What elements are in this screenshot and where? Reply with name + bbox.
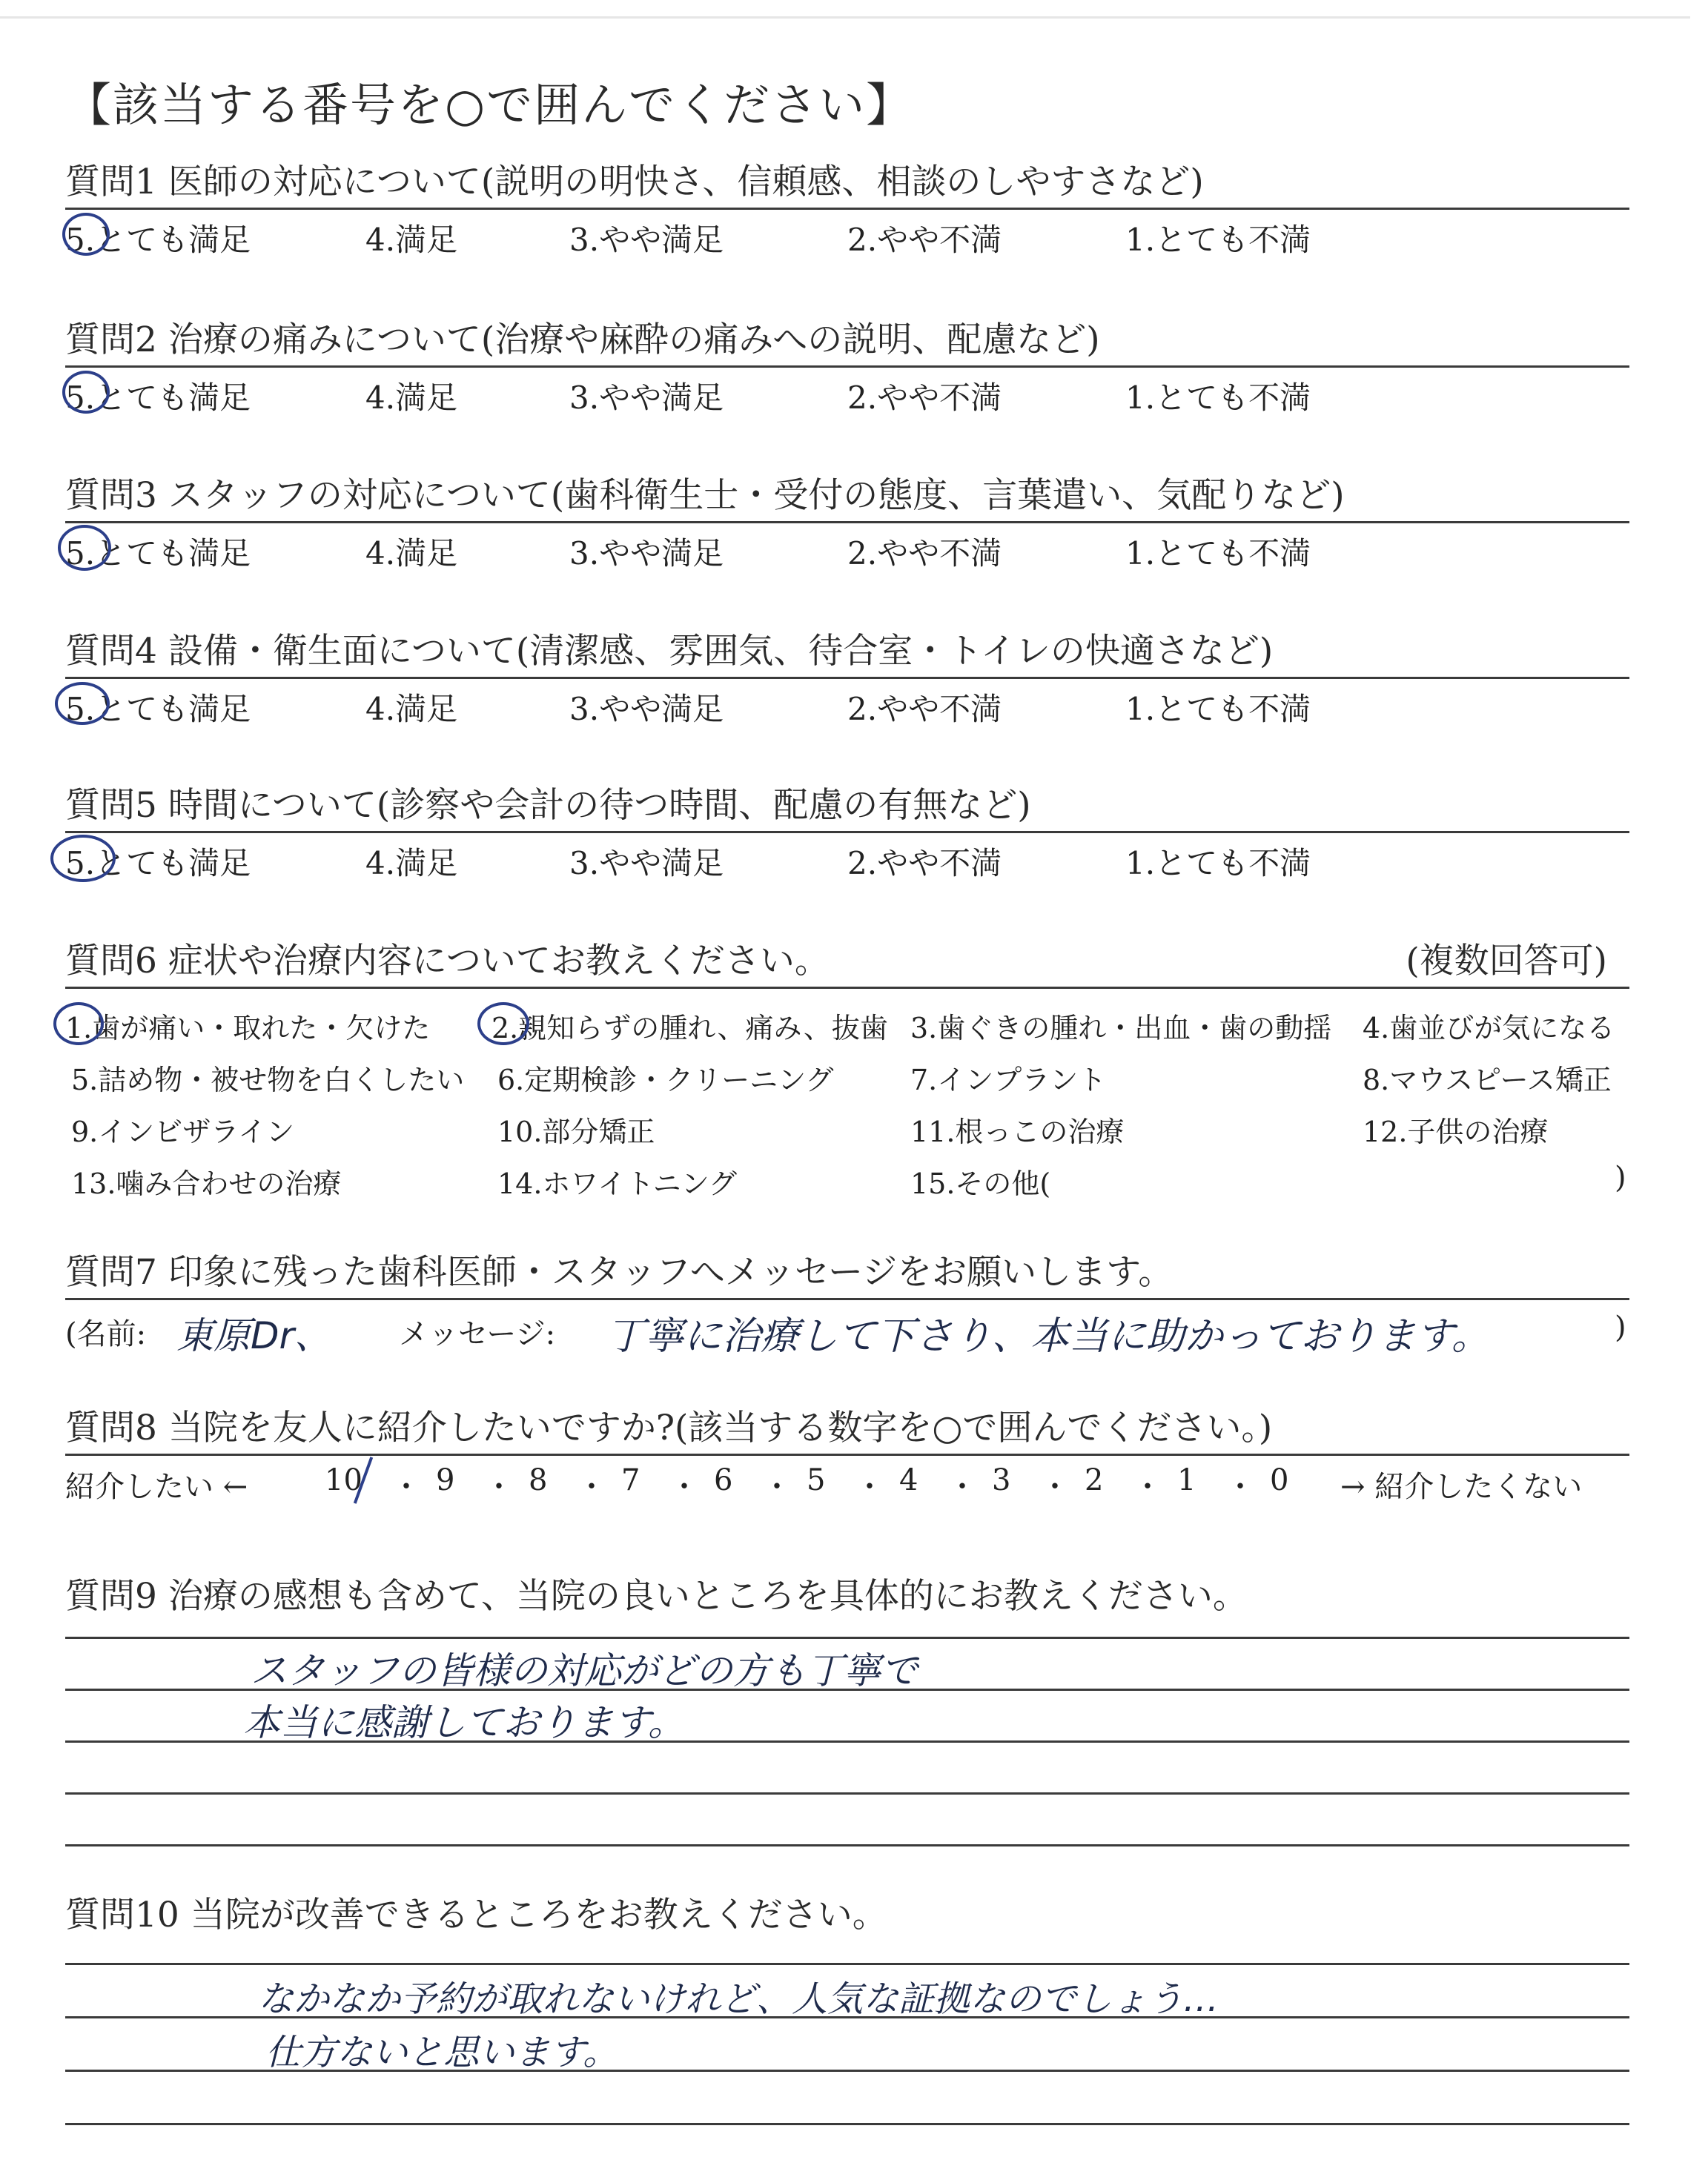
option-4[interactable]: 4.満足 <box>365 845 458 881</box>
option-2[interactable]: 2.やや不満 <box>847 380 1002 416</box>
selection-circle <box>62 213 110 256</box>
question-10-title: 質問10 当院が改善できるところをお教えください。 <box>65 1895 887 1935</box>
option-5[interactable]: 5.とても満足 <box>65 845 251 881</box>
option-2[interactable]: 2.やや不満 <box>847 845 1002 881</box>
question-7-title: 質問7 印象に残った歯科医師・スタッフへメッセージをお願いします。 <box>65 1252 1174 1293</box>
question-3 <box>65 471 1629 572</box>
option-3[interactable]: 3.やや満足 <box>569 380 724 416</box>
answer-text-1[interactable]: なかなか予約が取れないけれど、人気な証拠なのでしょう… <box>258 1978 1219 2020</box>
scale-10[interactable]: 10 <box>325 1463 363 1497</box>
question-4-options <box>65 679 1629 728</box>
scale-dot: ・ <box>1040 1470 1070 1504</box>
scale-dot: ・ <box>577 1470 606 1504</box>
option-12[interactable]: 12.子供の治療 <box>1363 1116 1549 1148</box>
question-7-message-row <box>65 1300 1629 1359</box>
question-7 <box>65 1248 1629 1359</box>
option-14[interactable]: 14.ホワイトニング <box>497 1167 738 1200</box>
scale-8[interactable]: 8 <box>529 1463 548 1497</box>
option-2[interactable]: 2.やや不満 <box>847 535 1002 572</box>
scale-dot: ・ <box>762 1470 792 1504</box>
scale-7[interactable]: 7 <box>621 1463 640 1497</box>
page-header: 【該当する番号を○で囲んでください】 <box>65 78 914 132</box>
option-1[interactable]: 1.とても不満 <box>1125 535 1311 572</box>
scale-5[interactable]: 5 <box>807 1463 826 1497</box>
question-8 <box>65 1403 1629 1508</box>
answer-text-2[interactable]: 仕方ないと思います。 <box>265 2032 619 2073</box>
answer-text-2[interactable]: 本当に感謝しております。 <box>243 1701 685 1744</box>
option-4[interactable]: 4.満足 <box>365 535 458 572</box>
selection-circle <box>53 1002 104 1045</box>
question-6-note: (複数回答可) <box>1406 941 1607 981</box>
question-5 <box>65 781 1629 882</box>
option-2[interactable]: 2.親知らずの腫れ、痛み、抜歯 <box>491 1012 888 1044</box>
option-5[interactable]: 5.とても満足 <box>65 222 251 258</box>
option-9[interactable]: 9.インビザライン <box>71 1116 295 1148</box>
option-4[interactable]: 4.満足 <box>365 691 458 727</box>
selection-circle <box>58 525 111 571</box>
scale-dot: ・ <box>484 1470 514 1504</box>
scale-0[interactable]: 0 <box>1270 1463 1289 1497</box>
option-1[interactable]: 1.とても不満 <box>1125 691 1311 727</box>
option-5[interactable]: 5.とても満足 <box>65 535 251 572</box>
question-5-title: 質問5 時間について(診察や会計の待つ時間、配慮の有無など) <box>65 785 1031 826</box>
option-15[interactable]: 15.その他( <box>910 1167 1051 1200</box>
recommend-scale <box>65 1456 1629 1508</box>
name-label: (名前: <box>65 1317 147 1351</box>
scale-left-label: 紹介したい ← <box>65 1470 248 1504</box>
question-6 <box>65 936 1629 1200</box>
option-3[interactable]: 3.やや満足 <box>569 535 724 572</box>
option-4[interactable]: 4.歯並びが気になる <box>1363 1012 1615 1044</box>
option-8[interactable]: 8.マウスピース矯正 <box>1363 1064 1612 1096</box>
scale-right-label: → 紹介したくない <box>1340 1470 1583 1504</box>
scale-2[interactable]: 2 <box>1085 1463 1104 1497</box>
top-divider <box>0 16 1690 19</box>
option-5[interactable]: 5.詰め物・被せ物を白くしたい <box>71 1064 465 1096</box>
question-1-options <box>65 210 1629 259</box>
close-paren: ) <box>1615 1311 1626 1345</box>
question-2 <box>65 315 1629 417</box>
question-2-title: 質問2 治療の痛みについて(治療や麻酔の痛みへの説明、配慮など) <box>65 319 1100 360</box>
option-2[interactable]: 2.やや不満 <box>847 222 1002 258</box>
answer-line <box>65 1637 1629 1639</box>
scale-dot: ・ <box>1133 1470 1162 1504</box>
scale-dot: ・ <box>1225 1470 1255 1504</box>
option-4[interactable]: 4.満足 <box>365 380 458 416</box>
option-3[interactable]: 3.やや満足 <box>569 845 724 881</box>
question-8-title: 質問8 当院を友人に紹介したいですか?(該当する数字を○で囲んでください。) <box>65 1408 1273 1448</box>
answer-line <box>65 1963 1629 1965</box>
message-label: メッセージ: <box>399 1317 556 1351</box>
question-9-title: 質問9 治療の感想も含めて、当院の良いところを具体的にお教えください。 <box>65 1576 1248 1617</box>
option-4[interactable]: 4.満足 <box>365 222 458 258</box>
scale-dot: ・ <box>669 1470 699 1504</box>
close-paren: ) <box>1615 1161 1626 1195</box>
question-10 <box>65 1890 1629 2163</box>
scale-9[interactable]: 9 <box>436 1463 455 1497</box>
scale-6[interactable]: 6 <box>714 1463 733 1497</box>
scale-4[interactable]: 4 <box>899 1463 918 1497</box>
message-value[interactable]: 丁寧に治療して下さり、本当に助かっております。 <box>606 1314 1490 1359</box>
scale-dot: ・ <box>391 1470 421 1504</box>
question-9 <box>65 1571 1629 1904</box>
option-1[interactable]: 1.とても不満 <box>1125 222 1311 258</box>
option-7[interactable]: 7.インプラント <box>910 1064 1107 1096</box>
selection-circle <box>50 835 116 882</box>
question-3-options <box>65 523 1629 572</box>
question-4 <box>65 626 1629 728</box>
option-3[interactable]: 3.歯ぐきの腫れ・出血・歯の動揺 <box>910 1012 1332 1044</box>
option-3[interactable]: 3.やや満足 <box>569 691 724 727</box>
scale-1[interactable]: 1 <box>1177 1463 1196 1497</box>
selection-circle <box>62 371 110 414</box>
answer-text-1[interactable]: スタッフの皆様の対応がどの方も丁寧で <box>251 1649 918 1692</box>
option-1[interactable]: 1.とても不満 <box>1125 845 1311 881</box>
question-6-options <box>65 989 1629 1200</box>
option-1[interactable]: 1.歯が痛い・取れた・欠けた <box>65 1012 431 1044</box>
scale-dot: ・ <box>947 1470 977 1504</box>
question-1 <box>65 157 1629 259</box>
scale-dot: ・ <box>855 1470 884 1504</box>
answer-line <box>65 2123 1629 2125</box>
option-5[interactable]: 5.とても満足 <box>65 691 251 727</box>
question-6-title <box>65 936 1629 987</box>
option-5[interactable]: 5.とても満足 <box>65 380 251 416</box>
question-1-title: 質問1 医師の対応について(説明の明快さ、信頼感、相談のしやすさなど) <box>65 162 1204 202</box>
answer-lines <box>65 1622 1629 1904</box>
question-6-title-text: 質問6 症状や治療内容についてお教えください。 <box>65 941 830 981</box>
selection-circle <box>55 682 110 725</box>
answer-lines <box>65 1941 1629 2163</box>
option-3[interactable]: 3.やや満足 <box>569 222 724 258</box>
option-2[interactable]: 2.やや不満 <box>847 691 1002 727</box>
answer-line <box>65 1792 1629 1795</box>
option-1[interactable]: 1.とても不満 <box>1125 380 1311 416</box>
option-11[interactable]: 11.根っこの治療 <box>910 1116 1125 1148</box>
option-13[interactable]: 13.噛み合わせの治療 <box>71 1167 342 1200</box>
question-4-title: 質問4 設備・衛生面について(清潔感、雰囲気、待合室・トイレの快適さなど) <box>65 631 1274 672</box>
question-2-options <box>65 368 1629 417</box>
selection-circle <box>477 1002 529 1045</box>
question-3-title: 質問3 スタッフの対応について(歯科衛生士・受付の態度、言葉遣い、気配りなど) <box>65 475 1345 516</box>
question-5-options <box>65 833 1629 882</box>
option-6[interactable]: 6.定期検診・クリーニング <box>497 1064 834 1096</box>
scale-3[interactable]: 3 <box>992 1463 1011 1497</box>
option-10[interactable]: 10.部分矯正 <box>497 1116 655 1148</box>
name-value[interactable]: 東原Dr、 <box>176 1314 332 1357</box>
answer-line <box>65 1844 1629 1846</box>
